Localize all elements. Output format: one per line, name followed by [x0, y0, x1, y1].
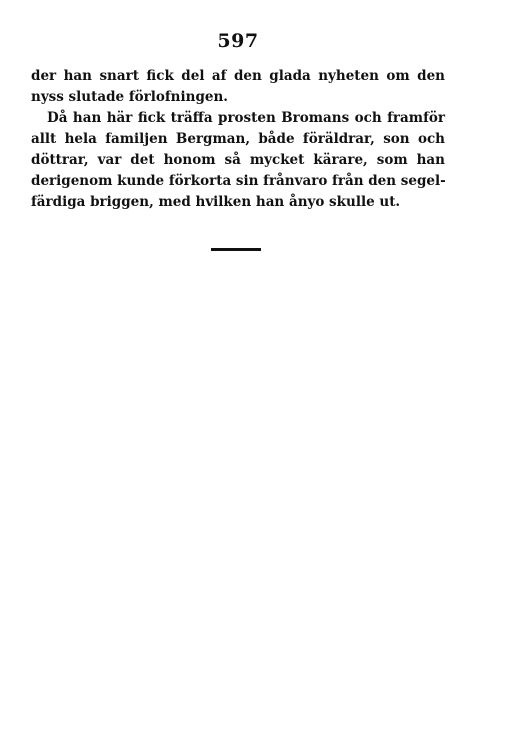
text-line: färdiga briggen, med hvilken han ånyo skulle ut. [31, 194, 401, 210]
page-number: 597 [217, 30, 259, 52]
body-text [31, 66, 445, 213]
text-line: der han snart fick del af den glada nyheten om den [31, 68, 445, 84]
text-line: derigenom kunde förkorta sin frånvaro från den segel- [31, 173, 446, 189]
text-line: nyss slutade förlofningen. [31, 89, 228, 105]
text-line: döttrar, var det honom så mycket kärare, som han [31, 152, 445, 168]
text-line: allt hela familjen Bergman, både föräldrar, son och [31, 131, 445, 147]
text-line: Då han här fick träffa prosten Bromans och framför [47, 110, 445, 126]
section-divider-rule [211, 248, 261, 251]
